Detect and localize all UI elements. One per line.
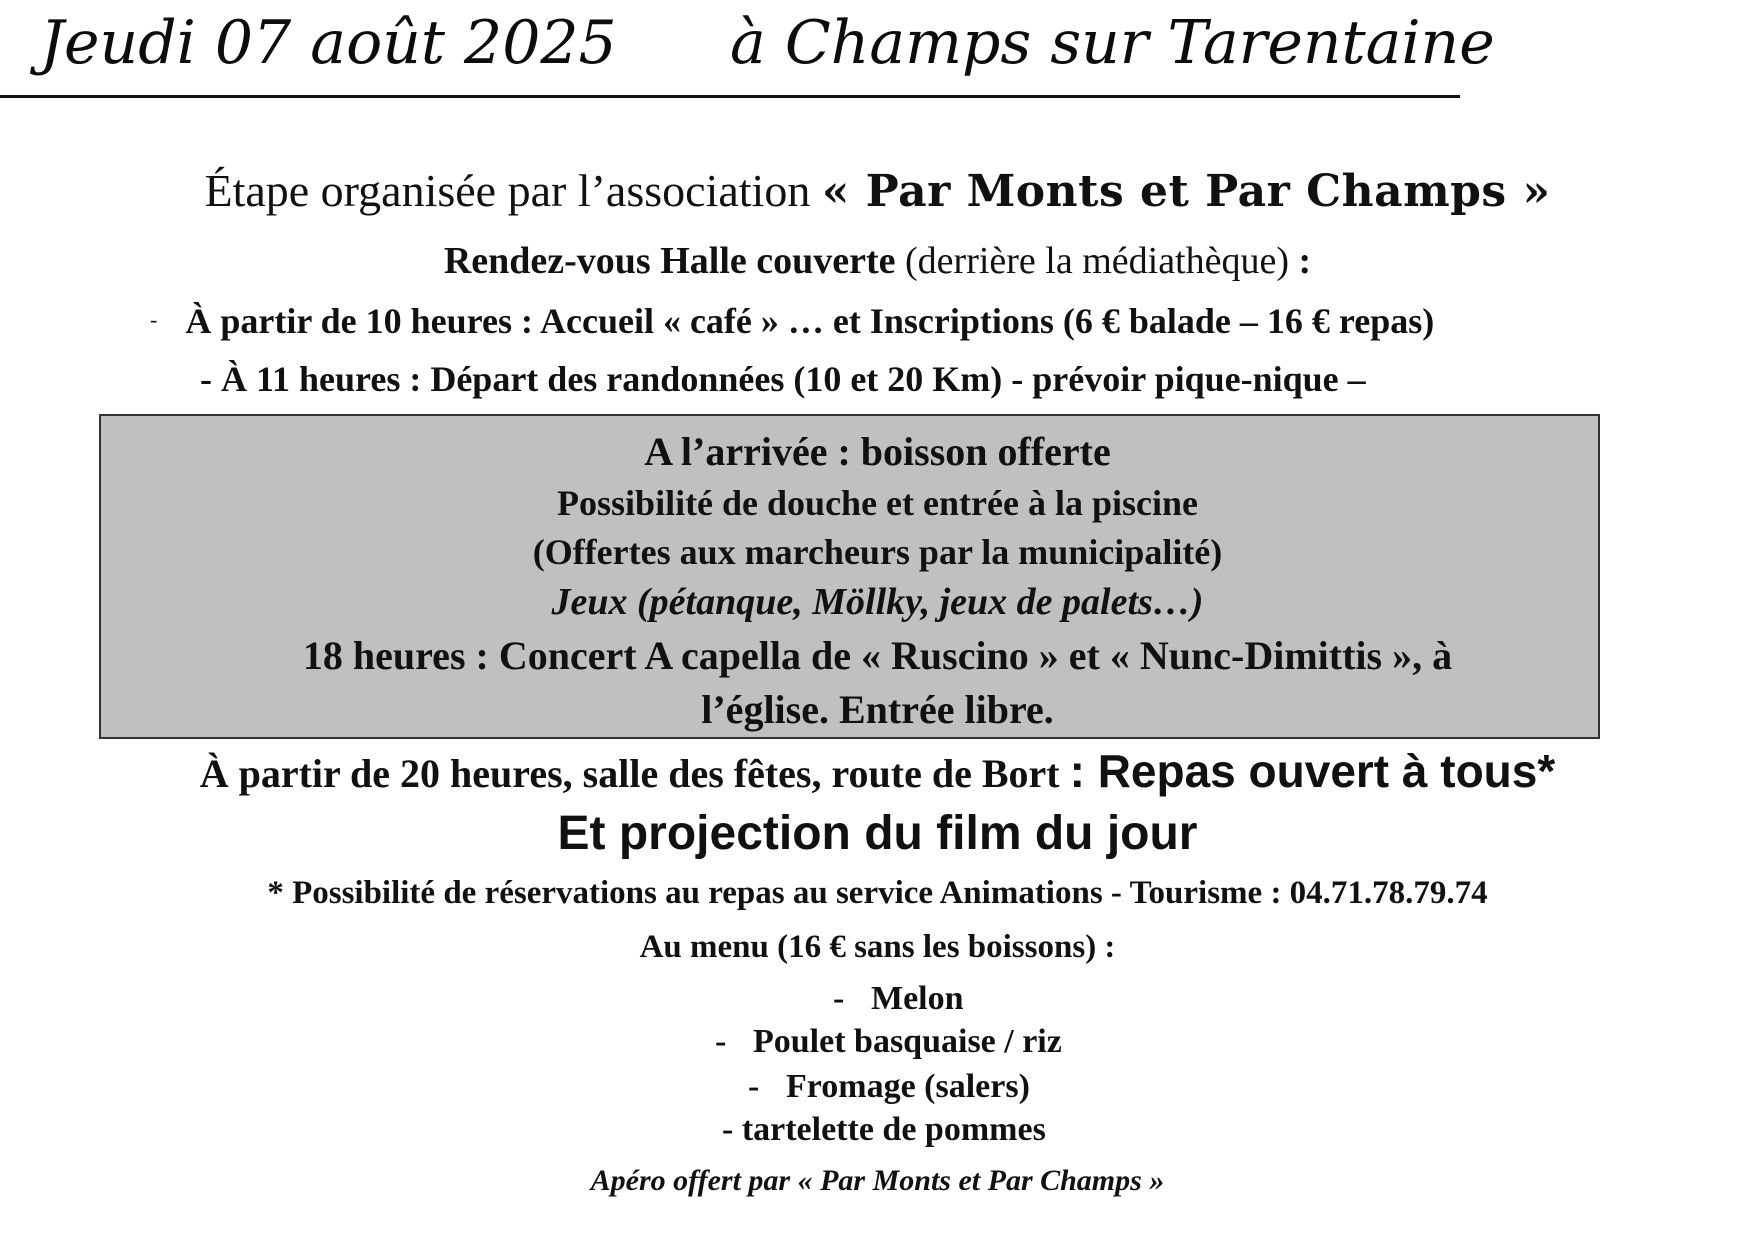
event-date: Jeudi 07 août 2025 [40, 8, 617, 78]
meeting-point-label: Rendez-vous Halle couverte [443, 240, 896, 282]
reservation-note: * Possibilité de réservations au repas au service Animations - Tourisme : 04.71.78.79.74 [267, 875, 1488, 911]
event-heading [0, 0, 1495, 100]
schedule-item-departure: - À 11 heures : Départ des randonnées (10 et 20 Km) - prévoir pique-nique – [200, 359, 1366, 399]
association-name: « Par Monts et Par Champs » [821, 166, 1551, 217]
meeting-point-colon: : [1298, 240, 1312, 282]
schedule-welcome-text: À partir de 10 heures : Accueil « café » … et Inscriptions (6 € balade – 16 € repas) [185, 301, 1435, 341]
evening-location: À partir de 20 heures, salle des fêtes, route de Bort [199, 751, 1070, 796]
menu-item: - Fromage (salers) [748, 1068, 1030, 1105]
evening-meal: : Repas ouvert à tous* [1069, 745, 1556, 797]
meeting-point-line [0, 239, 1755, 283]
film-projection: Et projection du film du jour [557, 807, 1198, 860]
menu-dash: - [833, 980, 845, 1017]
schedule-item-welcome [150, 300, 1434, 342]
menu-item-dessert: - tartelette de pommes [722, 1111, 1046, 1148]
arrival-games: Jeux (pétanque, Möllky, jeux de palets…) [551, 581, 1204, 623]
meeting-point-detail: (derrière la médiathèque) [895, 240, 1299, 282]
organizer-line [0, 164, 1755, 217]
event-place: à Champs sur Tarentaine [730, 8, 1495, 78]
arrival-offered-by: (Offertes aux marcheurs par la municipalité) [532, 532, 1223, 572]
menu-dash: - [715, 1023, 727, 1060]
evening-meal-line [0, 744, 1755, 798]
schedule-dash: - [150, 307, 158, 332]
menu-title: Au menu (16 € sans les boissons) : [639, 929, 1116, 965]
menu-dash: - [748, 1068, 760, 1105]
organizer-prefix: Étape organisée par l’association [204, 165, 822, 216]
apero-note: Apéro offert par « Par Monts et Par Champs » [590, 1164, 1165, 1197]
arrival-shower-pool: Possibilité de douche et entrée à la piscine [557, 483, 1198, 523]
arrival-drink: A l’arrivée : boisson offerte [644, 429, 1111, 474]
arrival-concert-venue: l’église. Entrée libre. [701, 687, 1054, 732]
heading-underline [0, 95, 1460, 98]
menu-item: - Melon [833, 980, 964, 1017]
arrival-concert: 18 heures : Concert A capella de « Ruscino » et « Nunc-Dimittis », à [302, 633, 1453, 678]
menu-item: - Poulet basquaise / riz [715, 1023, 1062, 1060]
